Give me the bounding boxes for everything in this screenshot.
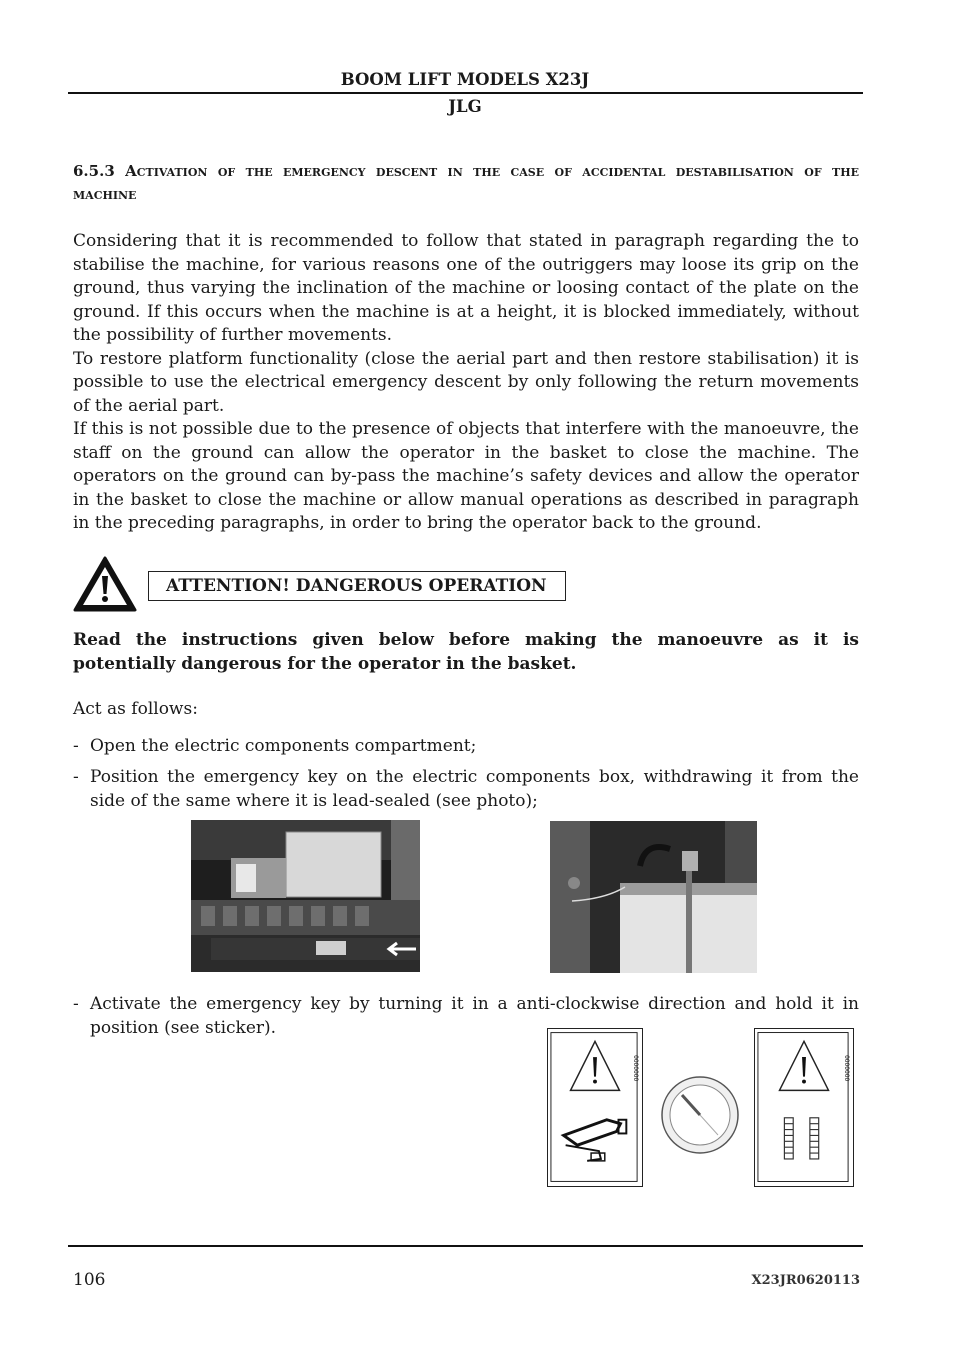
electric-compartment-photo — [191, 820, 420, 972]
warning-note: Read the instructions given below before making the manoeuvre as it is potentially dangerous for the operator in the basket. — [73, 630, 859, 674]
list-item — [73, 766, 859, 813]
document-code: X23JR0620113 — [751, 1273, 860, 1288]
list-item — [73, 993, 859, 1040]
intro-paragraph: Considering that it is recommended to follow that stated in paragraph regarding the to stabilise the machine, for various reasons one of the outriggers may loose its grip on the ground, thus varying the inclination of the machine or loosing contact of the plate on the ground. If this occurs when the machine is at a height, it is blocked immediately, without the possibility of further movements. — [73, 231, 859, 345]
list-item-text: Activate the emergency key by turning it in a anti-clockwise direction and hold it in position (see sticker). — [90, 994, 859, 1038]
intro-paragraph: If this is not possible due to the presence of objects that interfere with the manoeuvre, the staff on the ground can allow the operator in the basket to close the machine. The operators on the ground can by-pass the machine’s safety devices and allow the operator in the basket to close the machine or allow manual operations as described in paragraph in the preceding paragraphs, in order to bring the operator back to the ground. — [73, 419, 859, 533]
list-item-text: Open the electric components compartment; — [90, 736, 477, 756]
header-brand: JLG — [448, 97, 482, 116]
header-title: BOOM LIFT MODELS X23J — [340, 70, 590, 89]
sticker-left-code: 0000000 — [632, 1055, 639, 1082]
switch-columns-icon — [784, 1118, 818, 1159]
emergency-key-dial-icon — [660, 1075, 740, 1155]
intro-paragraph: To restore platform functionality (close the aerial part and then restore stabilisation) it is possible to use the electrical emergency descent by only following the return movements of the aerial part. — [73, 348, 859, 416]
footer-rule — [68, 1245, 863, 1247]
emergency-key-photo — [550, 821, 757, 973]
sticker-left — [547, 1028, 643, 1187]
list-dash: - — [73, 994, 79, 1014]
list-dash: - — [73, 736, 79, 756]
header-rule — [68, 92, 863, 94]
boom-lift-icon — [564, 1120, 627, 1161]
warning-triangle-icon — [73, 556, 137, 612]
sticker-right-code: 0000000 — [843, 1055, 850, 1082]
intro-text — [73, 230, 859, 536]
page-number: 106 — [73, 1270, 106, 1290]
act-label: Act as follows: — [73, 699, 198, 719]
list-item-text: Position the emergency key on the electric components box, withdrawing it from the side of the same where it is lead-sealed (see photo); — [90, 767, 859, 811]
attention-label: ATTENTION! DANGEROUS OPERATION — [148, 571, 566, 601]
list-dash: - — [73, 767, 79, 787]
section-heading: 6.5.3 Activation of the emergency descent in the case of accidental destabilisation of the machine — [73, 162, 859, 203]
sticker-right — [754, 1028, 854, 1187]
list-item — [73, 735, 859, 759]
